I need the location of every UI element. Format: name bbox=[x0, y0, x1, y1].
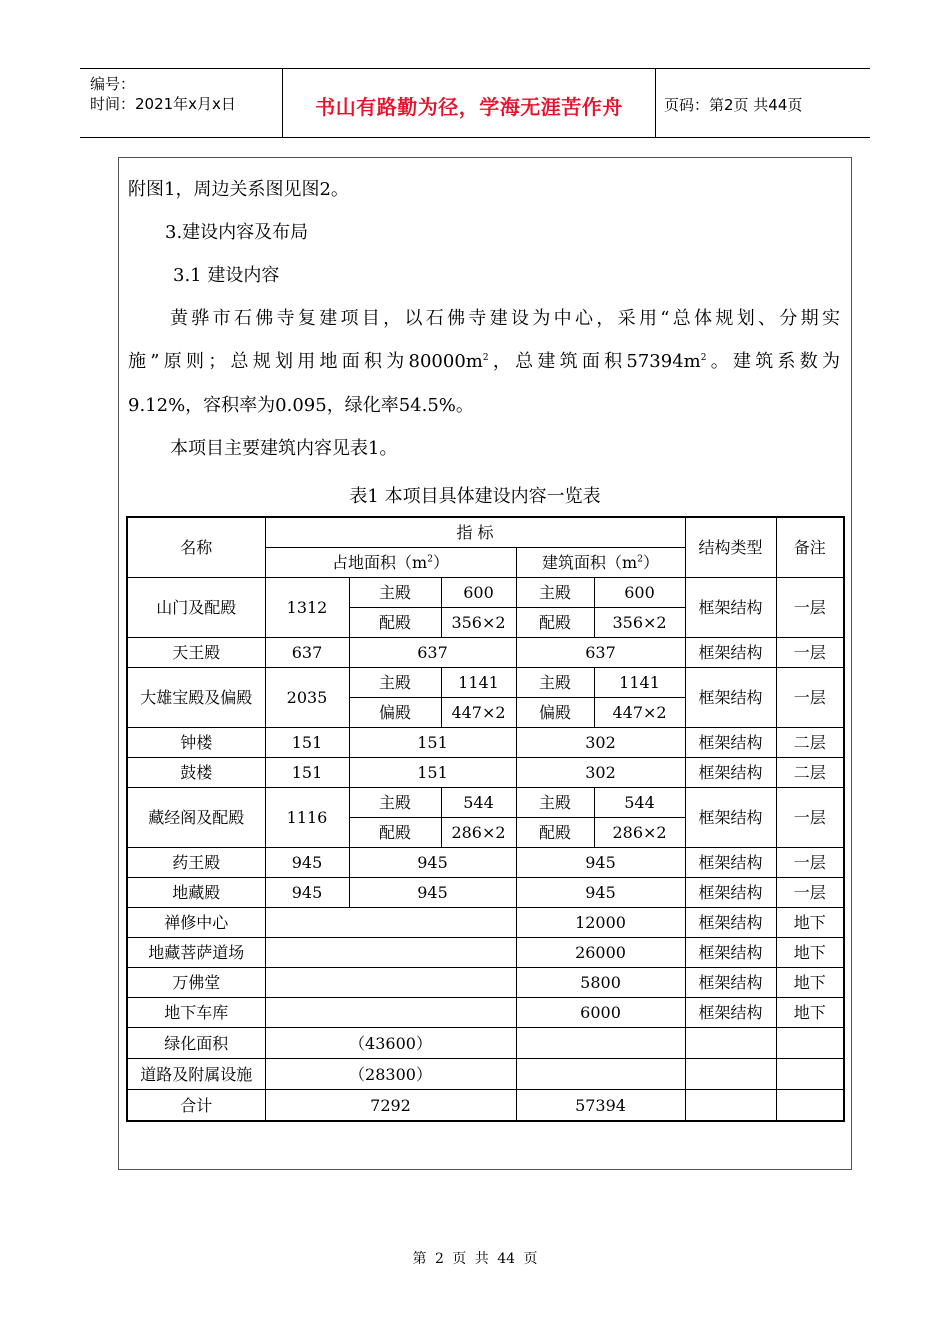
cell-sub-value: 544 bbox=[594, 788, 685, 818]
table-row bbox=[127, 848, 844, 878]
cell-note: 地下 bbox=[776, 968, 844, 998]
cell-structure: 框架结构 bbox=[685, 968, 776, 998]
superscript-2: 2 bbox=[637, 554, 643, 565]
section-heading-3-1: 3.1 建设内容 bbox=[173, 265, 280, 286]
paragraph-line-2-c: 。建筑系数为 bbox=[706, 351, 840, 372]
cell-land: 151 bbox=[265, 728, 349, 758]
cell-structure-empty bbox=[685, 1059, 776, 1090]
cell-structure: 框架结构 bbox=[685, 638, 776, 668]
cell-note: 地下 bbox=[776, 998, 844, 1028]
cell-structure-empty bbox=[685, 1028, 776, 1059]
header-page-info: 页码：第2页 共44页 bbox=[664, 96, 803, 114]
cell-sub-value: 1141 bbox=[594, 668, 685, 698]
paragraph-line-1: 黄骅市石佛寺复建项目，以石佛寺建设为中心，采用“总体规划、分期实 bbox=[170, 308, 840, 329]
header-close-paren: ） bbox=[432, 553, 449, 572]
cell-sub-label: 配殿 bbox=[516, 818, 594, 848]
cell-structure: 框架结构 bbox=[685, 728, 776, 758]
cell-note: 二层 bbox=[776, 728, 844, 758]
cell-sub-label: 主殿 bbox=[349, 578, 441, 608]
cell-name: 山门及配殿 bbox=[127, 578, 265, 638]
table-caption: 表1 本项目具体建设内容一览表 bbox=[349, 486, 601, 507]
text-line-figures: 附图1，周边关系图见图2。 bbox=[128, 179, 349, 200]
cell-sub-label: 主殿 bbox=[516, 578, 594, 608]
cell-note: 一层 bbox=[776, 878, 844, 908]
cell-name: 地下车库 bbox=[127, 998, 265, 1028]
cell-name: 禅修中心 bbox=[127, 908, 265, 938]
cell-name: 钟楼 bbox=[127, 728, 265, 758]
paragraph-line-2 bbox=[128, 347, 840, 373]
cell-name: 药王殿 bbox=[127, 848, 265, 878]
table-row bbox=[127, 908, 844, 938]
cell-name: 地藏菩萨道场 bbox=[127, 938, 265, 968]
cell-note: 一层 bbox=[776, 638, 844, 668]
cell-name: 合计 bbox=[127, 1090, 265, 1122]
header-page-info-cell bbox=[656, 69, 870, 137]
table-row bbox=[127, 968, 844, 998]
cell-name: 天王殿 bbox=[127, 638, 265, 668]
cell-sub-label: 主殿 bbox=[349, 788, 441, 818]
cell-note: 二层 bbox=[776, 758, 844, 788]
cell-note: 一层 bbox=[776, 848, 844, 878]
cell-sub-label: 主殿 bbox=[349, 668, 441, 698]
cell-name: 鼓楼 bbox=[127, 758, 265, 788]
table-header-row bbox=[127, 517, 844, 548]
paragraph-line-2-b: ，总建筑面积57394m bbox=[488, 351, 701, 372]
cell-build: 57394 bbox=[516, 1090, 685, 1122]
cell-build-empty bbox=[516, 1059, 685, 1090]
cell-land: 945 bbox=[265, 848, 349, 878]
cell-land: （28300） bbox=[265, 1059, 516, 1090]
cell-name: 绿化面积 bbox=[127, 1028, 265, 1059]
cell-structure: 框架结构 bbox=[685, 788, 776, 848]
doc-time-label: 时间：2021年x月x日 bbox=[90, 95, 236, 113]
cell-land-detail: 151 bbox=[349, 758, 516, 788]
cell-name: 道路及附属设施 bbox=[127, 1059, 265, 1090]
header-close-paren: ） bbox=[642, 553, 659, 572]
page-header bbox=[80, 68, 870, 138]
cell-land: 1312 bbox=[265, 578, 349, 638]
cell-sub-label: 配殿 bbox=[349, 608, 441, 638]
cell-sub-value: 600 bbox=[594, 578, 685, 608]
cell-land-detail: 637 bbox=[349, 638, 516, 668]
cell-name: 地藏殿 bbox=[127, 878, 265, 908]
table-row bbox=[127, 638, 844, 668]
table-row bbox=[127, 668, 844, 698]
table-row bbox=[127, 1059, 844, 1090]
cell-note: 一层 bbox=[776, 788, 844, 848]
cell-sub-label: 配殿 bbox=[349, 818, 441, 848]
header-land-area bbox=[265, 548, 516, 578]
cell-land: 7292 bbox=[265, 1090, 516, 1122]
table-row bbox=[127, 878, 844, 908]
table-row bbox=[127, 938, 844, 968]
cell-build: 302 bbox=[516, 758, 685, 788]
header-index: 指 标 bbox=[265, 517, 685, 548]
header-note: 备注 bbox=[776, 517, 844, 578]
cell-sub-label: 主殿 bbox=[516, 788, 594, 818]
table-row bbox=[127, 758, 844, 788]
cell-sub-value: 600 bbox=[441, 578, 516, 608]
table-row bbox=[127, 578, 844, 608]
cell-note: 地下 bbox=[776, 908, 844, 938]
cell-land: 151 bbox=[265, 758, 349, 788]
cell-land-detail: 151 bbox=[349, 728, 516, 758]
header-structure: 结构类型 bbox=[685, 517, 776, 578]
cell-sub-value: 544 bbox=[441, 788, 516, 818]
paragraph-table-ref: 本项目主要建筑内容见表1。 bbox=[170, 438, 398, 459]
cell-note-empty bbox=[776, 1090, 844, 1122]
cell-build: 12000 bbox=[516, 908, 685, 938]
cell-build: 945 bbox=[516, 848, 685, 878]
cell-structure: 框架结构 bbox=[685, 908, 776, 938]
cell-note: 一层 bbox=[776, 668, 844, 728]
cell-land: （43600） bbox=[265, 1028, 516, 1059]
cell-structure: 框架结构 bbox=[685, 878, 776, 908]
cell-structure: 框架结构 bbox=[685, 758, 776, 788]
cell-build: 5800 bbox=[516, 968, 685, 998]
cell-sub-value: 447×2 bbox=[441, 698, 516, 728]
cell-structure: 框架结构 bbox=[685, 848, 776, 878]
cell-land: 637 bbox=[265, 638, 349, 668]
superscript-2: 2 bbox=[700, 353, 707, 363]
cell-land-detail: 945 bbox=[349, 878, 516, 908]
cell-build: 637 bbox=[516, 638, 685, 668]
paragraph-line-2-a: 施”原则；总规划用地面积为80000m bbox=[128, 351, 483, 372]
cell-name: 大雄宝殿及偏殿 bbox=[127, 668, 265, 728]
cell-structure-empty bbox=[685, 1090, 776, 1122]
table-row bbox=[127, 998, 844, 1028]
cell-sub-label: 配殿 bbox=[516, 608, 594, 638]
header-motto-cell bbox=[283, 69, 656, 137]
header-name: 名称 bbox=[127, 517, 265, 578]
cell-note-empty bbox=[776, 1028, 844, 1059]
cell-build: 26000 bbox=[516, 938, 685, 968]
header-building-area bbox=[516, 548, 685, 578]
cell-land-detail: 945 bbox=[349, 848, 516, 878]
cell-build: 945 bbox=[516, 878, 685, 908]
cell-structure: 框架结构 bbox=[685, 998, 776, 1028]
table-row bbox=[127, 1028, 844, 1059]
cell-note: 地下 bbox=[776, 938, 844, 968]
cell-sub-value: 286×2 bbox=[441, 818, 516, 848]
cell-structure: 框架结构 bbox=[685, 668, 776, 728]
cell-sub-value: 286×2 bbox=[594, 818, 685, 848]
cell-name: 藏经阁及配殿 bbox=[127, 788, 265, 848]
header-motto: 书山有路勤为径，学海无涯苦作舟 bbox=[315, 95, 623, 119]
cell-sub-value: 447×2 bbox=[594, 698, 685, 728]
cell-structure: 框架结构 bbox=[685, 938, 776, 968]
cell-sub-value: 356×2 bbox=[594, 608, 685, 638]
cell-sub-label: 主殿 bbox=[516, 668, 594, 698]
cell-land-empty bbox=[265, 938, 516, 968]
cell-land: 1116 bbox=[265, 788, 349, 848]
paragraph-line-3: 9.12%，容积率为0.095，绿化率54.5%。 bbox=[128, 395, 474, 416]
superscript-2: 2 bbox=[427, 554, 433, 565]
cell-sub-label: 偏殿 bbox=[349, 698, 441, 728]
cell-note: 一层 bbox=[776, 578, 844, 638]
cell-name: 万佛堂 bbox=[127, 968, 265, 998]
table-row bbox=[127, 728, 844, 758]
cell-land: 2035 bbox=[265, 668, 349, 728]
construction-table bbox=[126, 516, 845, 1122]
table-row bbox=[127, 788, 844, 818]
cell-build: 302 bbox=[516, 728, 685, 758]
header-meta bbox=[80, 69, 283, 137]
header-build-label: 建筑面积（m bbox=[542, 553, 638, 572]
header-land-label: 占地面积（m bbox=[332, 553, 428, 572]
cell-sub-value: 1141 bbox=[441, 668, 516, 698]
superscript-2: 2 bbox=[482, 353, 489, 363]
cell-land-empty bbox=[265, 908, 516, 938]
cell-land-empty bbox=[265, 998, 516, 1028]
page-footer-number: 第 2 页 共 44 页 bbox=[412, 1251, 538, 1267]
cell-land-empty bbox=[265, 968, 516, 998]
table-row-total bbox=[127, 1090, 844, 1122]
cell-structure: 框架结构 bbox=[685, 578, 776, 638]
section-heading-3: 3.建设内容及布局 bbox=[165, 222, 309, 243]
cell-build: 6000 bbox=[516, 998, 685, 1028]
cell-sub-label: 偏殿 bbox=[516, 698, 594, 728]
cell-note-empty bbox=[776, 1059, 844, 1090]
cell-sub-value: 356×2 bbox=[441, 608, 516, 638]
cell-land: 945 bbox=[265, 878, 349, 908]
cell-build-empty bbox=[516, 1028, 685, 1059]
doc-number-label: 编号： bbox=[90, 75, 136, 93]
